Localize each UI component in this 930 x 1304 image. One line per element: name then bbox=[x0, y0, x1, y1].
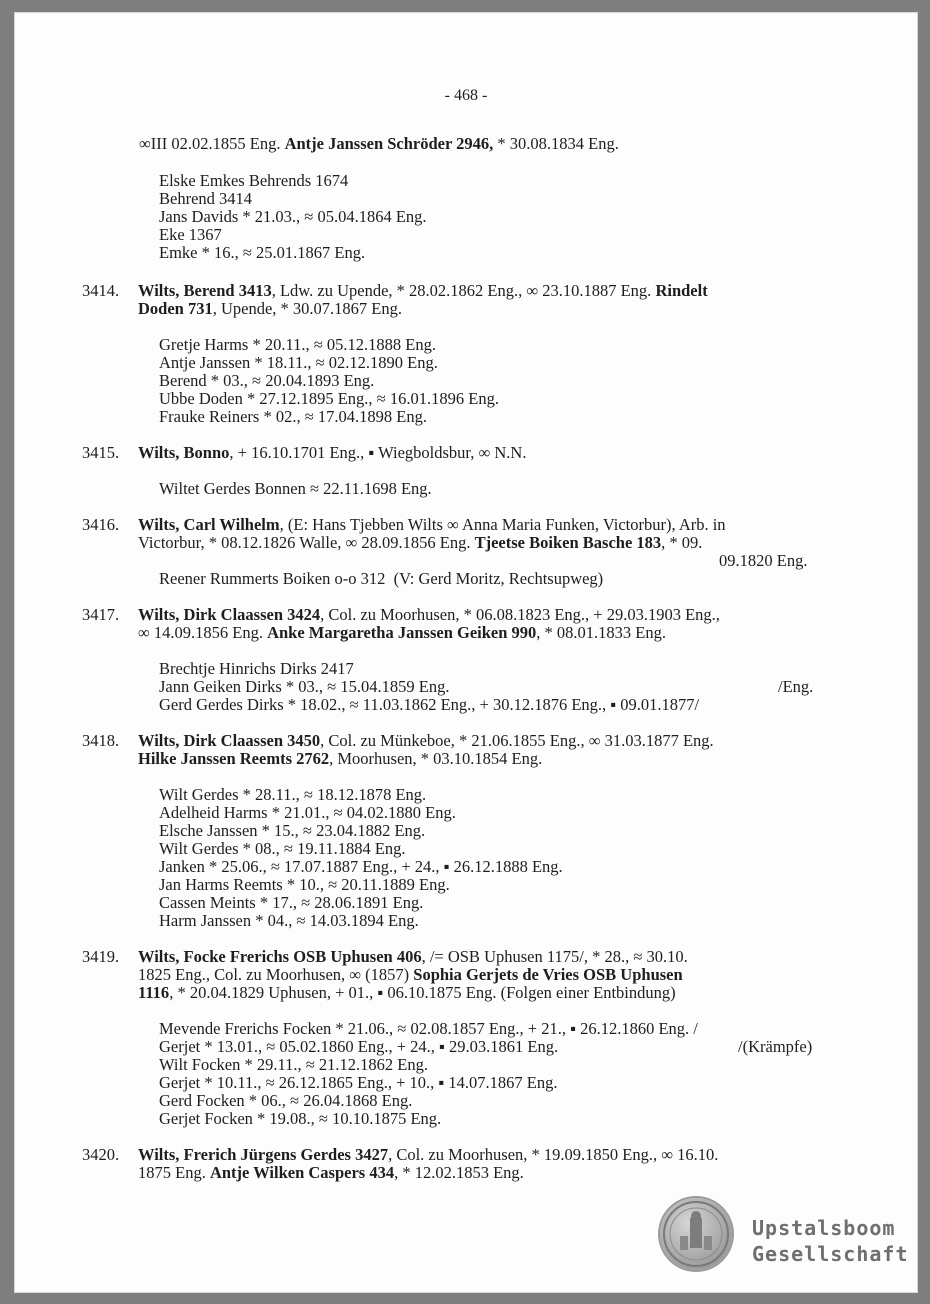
document-page bbox=[14, 12, 918, 1293]
entry-line: 1825 Eng., Col. zu Moorhusen, ∞ (1857) Sophia Gerjets de Vries OSB Uphusen bbox=[138, 965, 683, 984]
child-line: Wiltet Gerdes Bonnen ≈ 22.11.1698 Eng. bbox=[159, 479, 432, 498]
entry-line: Hilke Janssen Reemts 2762, Moorhusen, * 03.10.1854 Eng. bbox=[138, 749, 543, 768]
child-line: Wilt Focken * 29.11., ≈ 21.12.1862 Eng. bbox=[159, 1055, 429, 1074]
child-line: Mevende Frerichs Focken * 21.06., ≈ 02.08.1857 Eng., + 21., ▪ 26.12.1860 Eng. / bbox=[159, 1019, 698, 1038]
child-line: Janken * 25.06., ≈ 17.07.1887 Eng., + 24., ▪ 26.12.1888 Eng. bbox=[159, 857, 563, 876]
entry-line-continuation: 09.1820 Eng. bbox=[719, 551, 808, 570]
child-line: Behrend 3414 bbox=[159, 189, 253, 208]
entry-line: Wilts, Carl Wilhelm, (E: Hans Tjebben Wilts ∞ Anna Maria Funken, Victorbur), Arb. in bbox=[138, 515, 726, 534]
child-line: Gerjet * 10.11., ≈ 26.12.1865 Eng., + 10., ▪ 14.07.1867 Eng. bbox=[159, 1073, 558, 1092]
entry-line: Wilts, Bonno, + 16.10.1701 Eng., ▪ Wiegboldsbur, ∞ N.N. bbox=[138, 443, 527, 462]
child-line: Cassen Meints * 17., ≈ 28.06.1891 Eng. bbox=[159, 893, 424, 912]
entry-number: 3416. bbox=[82, 515, 120, 534]
child-line: Wilt Gerdes * 28.11., ≈ 18.12.1878 Eng. bbox=[159, 785, 427, 804]
entry-line: Wilts, Berend 3413, Ldw. zu Upende, * 28.02.1862 Eng., ∞ 23.10.1887 Eng. Rindelt bbox=[138, 281, 708, 300]
child-line: Frauke Reiners * 02., ≈ 17.04.1898 Eng. bbox=[159, 407, 427, 426]
entry-number: 3415. bbox=[82, 443, 120, 462]
child-line: Eke 1367 bbox=[159, 225, 222, 244]
child-line: Jann Geiken Dirks * 03., ≈ 15.04.1859 Eng. bbox=[159, 677, 450, 696]
page-number: - 468 - bbox=[444, 87, 488, 104]
child-line: Elske Emkes Behrends 1674 bbox=[159, 171, 349, 190]
entry-number: 3417. bbox=[82, 605, 120, 624]
child-line: Harm Janssen * 04., ≈ 14.03.1894 Eng. bbox=[159, 911, 419, 930]
child-line: Berend * 03., ≈ 20.04.1893 Eng. bbox=[159, 371, 375, 390]
child-line: Wilt Gerdes * 08., ≈ 19.11.1884 Eng. bbox=[159, 839, 406, 858]
child-line: Gerd Focken * 06., ≈ 26.04.1868 Eng. bbox=[159, 1091, 413, 1110]
child-line: Jans Davids * 21.03., ≈ 05.04.1864 Eng. bbox=[159, 207, 427, 226]
child-line: Brechtje Hinrichs Dirks 2417 bbox=[159, 659, 354, 678]
child-line: Emke * 16., ≈ 25.01.1867 Eng. bbox=[159, 243, 366, 262]
child-line: Elsche Janssen * 15., ≈ 23.04.1882 Eng. bbox=[159, 821, 426, 840]
logo-text-line1: Upstalsboom bbox=[752, 1216, 896, 1240]
seal-icon bbox=[660, 1198, 732, 1270]
entry-number: 3414. bbox=[82, 281, 120, 300]
continuation-tail: /(Krämpfe) bbox=[738, 1037, 813, 1056]
entry-number: 3419. bbox=[82, 947, 120, 966]
entry-line: Wilts, Frerich Jürgens Gerdes 3427, Col. zu Moorhusen, * 19.09.1850 Eng., ∞ 16.10. bbox=[138, 1145, 719, 1164]
child-line: Jan Harms Reemts * 10., ≈ 20.11.1889 Eng. bbox=[159, 875, 450, 894]
child-line: Gretje Harms * 20.11., ≈ 05.12.1888 Eng. bbox=[159, 335, 436, 354]
entry-line: Wilts, Dirk Claassen 3450, Col. zu Münkeboe, * 21.06.1855 Eng., ∞ 31.03.1877 Eng. bbox=[138, 731, 714, 750]
continuation-tail: /Eng. bbox=[778, 677, 814, 696]
logo-text-line2: Gesellschaft bbox=[752, 1242, 909, 1266]
entry-number: 3420. bbox=[82, 1145, 120, 1164]
entry-number: 3418. bbox=[82, 731, 120, 750]
entry-line: Wilts, Focke Frerichs OSB Uphusen 406, /= OSB Uphusen 1175/, * 28., ≈ 30.10. bbox=[138, 947, 688, 966]
child-line: Adelheid Harms * 21.01., ≈ 04.02.1880 Eng. bbox=[159, 803, 456, 822]
child-line: Gerjet Focken * 19.08., ≈ 10.10.1875 Eng. bbox=[159, 1109, 442, 1128]
entry-line: 1116, * 20.04.1829 Uphusen, + 01., ▪ 06.10.1875 Eng. (Folgen einer Entbindung) bbox=[138, 983, 676, 1002]
child-line: Reener Rummerts Boiken o-o 312 (V: Gerd Moritz, Rechtsupweg) bbox=[159, 569, 604, 588]
intro-marriage-line: ∞III 02.02.1855 Eng. Antje Janssen Schröder 2946, * 30.08.1834 Eng. bbox=[139, 134, 619, 153]
entry-line: Wilts, Dirk Claassen 3424, Col. zu Moorhusen, * 06.08.1823 Eng., + 29.03.1903 Eng., bbox=[138, 605, 720, 624]
child-line: Antje Janssen * 18.11., ≈ 02.12.1890 Eng. bbox=[159, 353, 438, 372]
child-line: Gerjet * 13.01., ≈ 05.02.1860 Eng., + 24., ▪ 29.03.1861 Eng. bbox=[159, 1037, 559, 1056]
entry-line: Doden 731, Upende, * 30.07.1867 Eng. bbox=[138, 299, 402, 318]
child-line: Ubbe Doden * 27.12.1895 Eng., ≈ 16.01.1896 Eng. bbox=[159, 389, 499, 408]
entry-line: ∞ 14.09.1856 Eng. Anke Margaretha Janssen Geiken 990, * 08.01.1833 Eng. bbox=[138, 623, 667, 642]
entry-line: 1875 Eng. Antje Wilken Caspers 434, * 12.02.1853 Eng. bbox=[138, 1163, 524, 1182]
entry-line: Victorbur, * 08.12.1826 Walle, ∞ 28.09.1856 Eng. Tjeetse Boiken Basche 183, * 09. bbox=[138, 533, 703, 552]
child-line: Gerd Gerdes Dirks * 18.02., ≈ 11.03.1862 Eng., + 30.12.1876 Eng., ▪ 09.01.1877/ bbox=[159, 695, 700, 714]
